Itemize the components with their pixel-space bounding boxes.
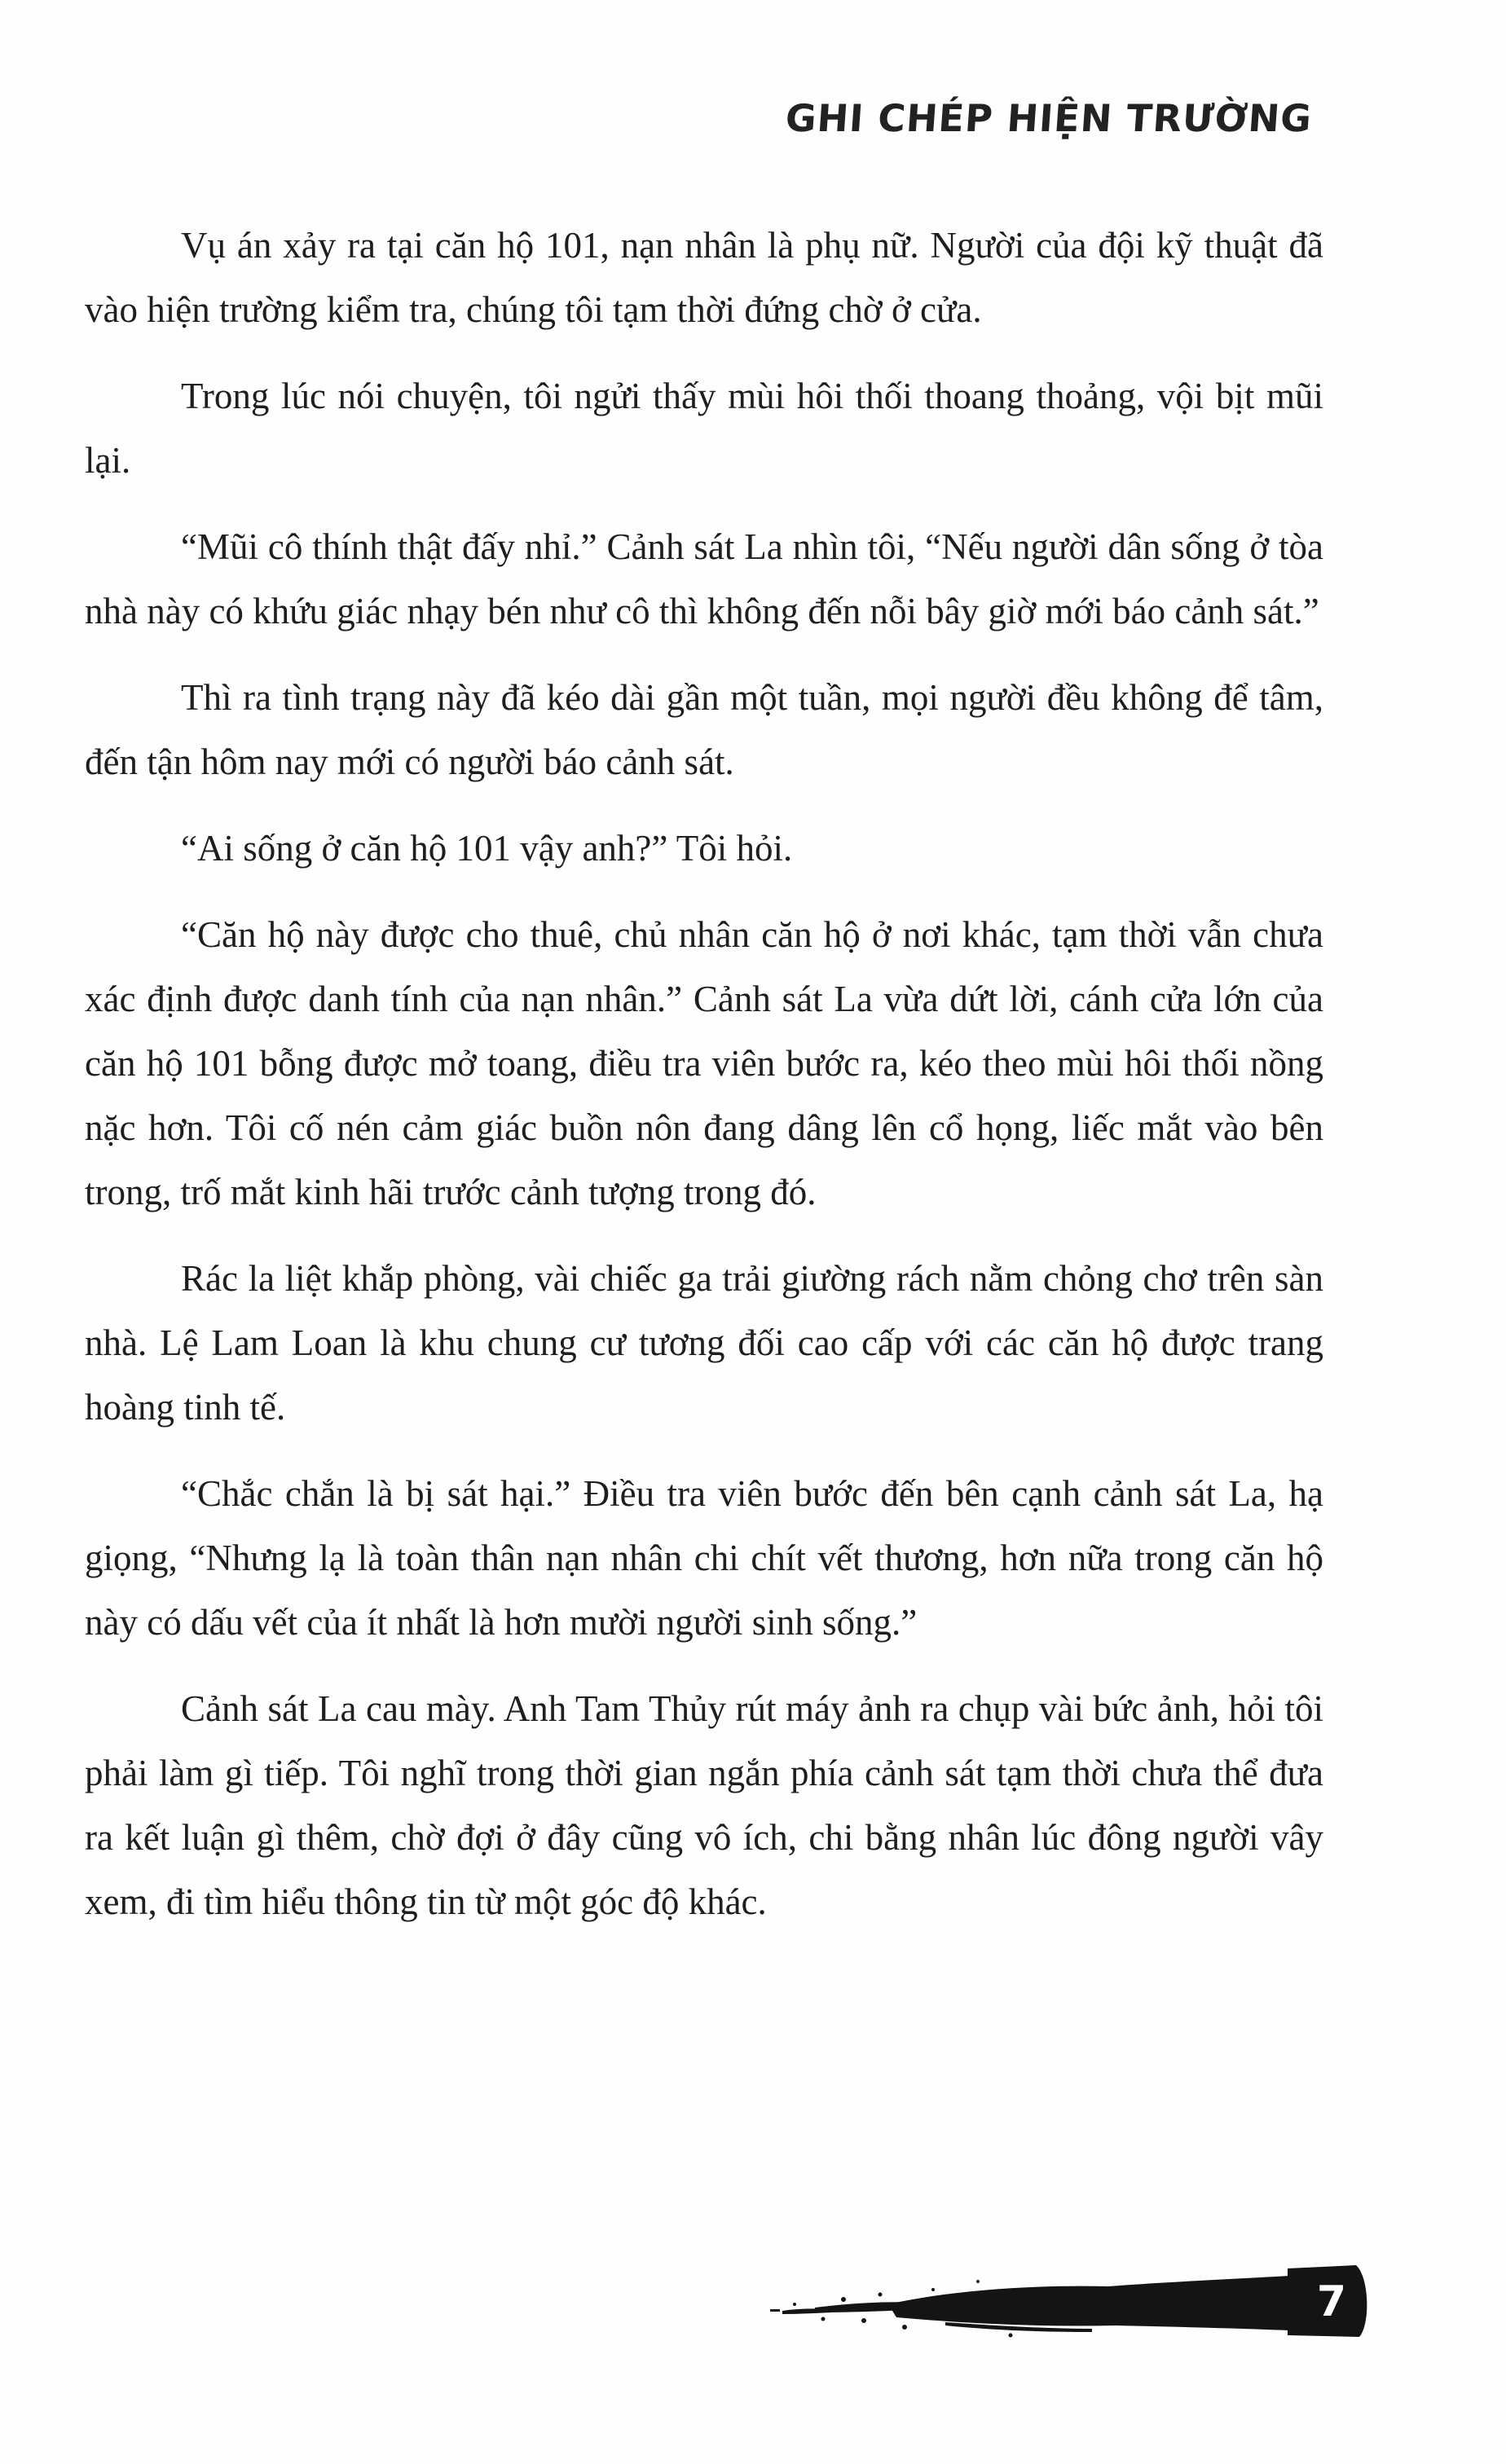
- running-header: GHI CHÉP HIỆN TRƯỜNG: [784, 96, 1314, 140]
- page-number: 7: [1316, 2277, 1347, 2326]
- brush-stroke-decoration: [766, 2257, 1385, 2347]
- paragraph: Rác la liệt khắp phòng, vài chiếc ga trải giường rách nằm chỏng chơ trên sàn nhà. Lệ Lam Loan là khu chung cư tương đối cao cấp với các căn hộ được trang hoàng tinh tế.: [85, 1258, 1323, 1428]
- paragraph: “Chắc chắn là bị sát hại.” Điều tra viên bước đến bên cạnh cảnh sát La, hạ giọng, “Nhưng lạ là toàn thân nạn nhân chi chít vết thương, hơn nữa trong căn hộ này có dấu vết của ít nhất là hơn mười người sinh sống.”: [85, 1473, 1323, 1643]
- paragraph: “Mũi cô thính thật đấy nhỉ.” Cảnh sát La nhìn tôi, “Nếu người dân sống ở tòa nhà này có khứu giác nhạy bén như cô thì không đến nỗi bây giờ mới báo cảnh sát.”: [85, 526, 1323, 631]
- paragraph: Cảnh sát La cau mày. Anh Tam Thủy rút máy ảnh ra chụp vài bức ảnh, hỏi tôi phải làm gì tiếp. Tôi nghĩ trong thời gian ngắn phía cảnh sát tạm thời chưa thể đưa ra kết luận gì thêm, chờ đợi ở đây cũng vô ích, chi bằng nhân lúc đông người vây xem, đi tìm hiểu thông tin từ một góc độ khác.: [85, 1688, 1323, 1922]
- paragraph: Vụ án xảy ra tại căn hộ 101, nạn nhân là phụ nữ. Người của đội kỹ thuật đã vào hiện trường kiểm tra, chúng tôi tạm thời đứng chờ ở cửa.: [85, 225, 1323, 330]
- paragraph: Trong lúc nói chuyện, tôi ngửi thấy mùi hôi thối thoang thoảng, vội bịt mũi lại.: [85, 376, 1323, 481]
- paragraph: “Căn hộ này được cho thuê, chủ nhân căn hộ ở nơi khác, tạm thời vẫn chưa xác định được danh tính của nạn nhân.” Cảnh sát La vừa dứt lời, cánh cửa lớn của căn hộ 101 bỗng được mở toang, điều tra viên bước ra, kéo theo mùi hôi thối nồng nặc hơn. Tôi cố nén cảm giác buồn nôn đang dâng lên cổ họng, liếc mắt vào bên trong, trố mắt kinh hãi trước cảnh tượng trong đó.: [85, 914, 1323, 1212]
- paragraph: Thì ra tình trạng này đã kéo dài gần một tuần, mọi người đều không để tâm, đến tận hôm nay mới có người báo cảnh sát.: [85, 677, 1323, 782]
- paragraph: “Ai sống ở căn hộ 101 vậy anh?” Tôi hỏi.: [181, 828, 793, 869]
- body-text: [85, 213, 1323, 1956]
